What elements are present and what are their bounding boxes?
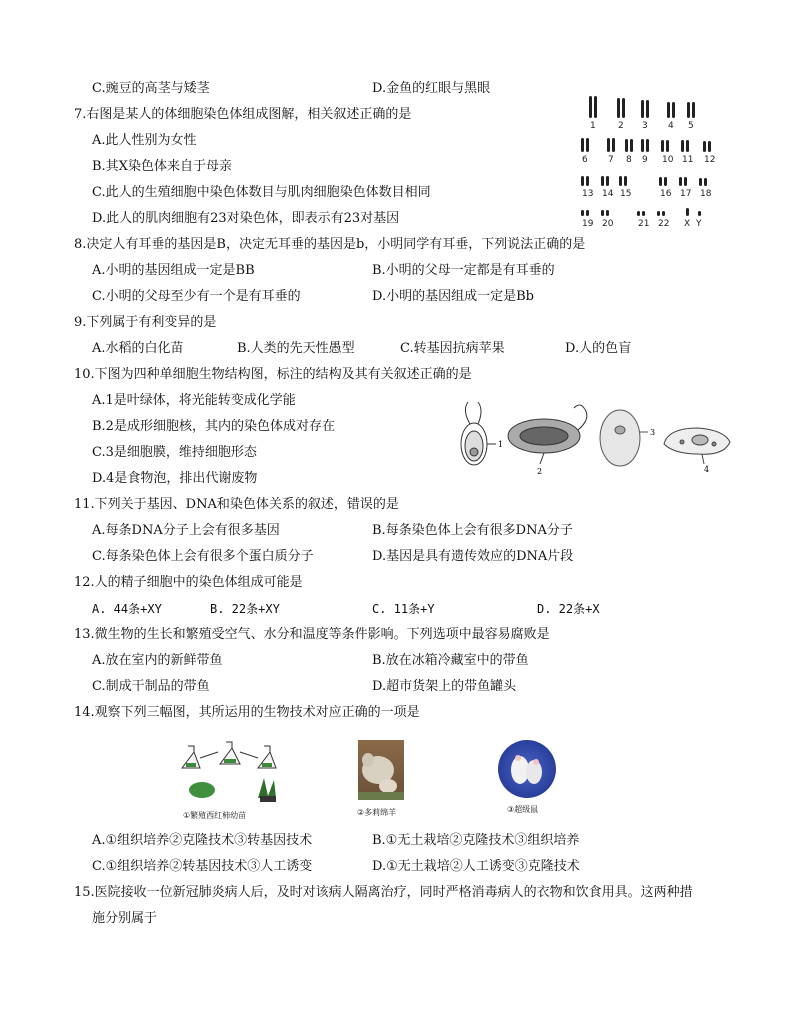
chromosome-label: 20 xyxy=(602,219,614,229)
q11-option-d: D.基因是具有遗传效应的DNA片段 xyxy=(372,549,574,564)
q9-option-a: A.水稻的白化苗 xyxy=(92,341,184,356)
chromosome xyxy=(698,211,701,216)
chromosome-label: 16 xyxy=(660,189,672,199)
chromosome xyxy=(630,139,633,152)
chromosome-label: 18 xyxy=(700,189,712,199)
chromosome xyxy=(612,138,615,152)
q7-option-b: B.其X染色体来自于母亲 xyxy=(92,159,232,174)
chromosome-label: 4 xyxy=(668,121,674,131)
chromosome xyxy=(687,102,690,118)
chromosome xyxy=(624,176,627,186)
chromosome xyxy=(646,100,649,118)
karyotype-figure xyxy=(572,92,722,229)
yeast-drawing xyxy=(600,410,648,466)
q12-option-d: D. 22条+X xyxy=(537,602,600,616)
chromosome-label: X xyxy=(684,219,691,229)
q13-option-d: D.超市货架上的带鱼罐头 xyxy=(372,679,517,694)
chromosome xyxy=(589,96,592,118)
figure-caption-1: ①繁殖西红柿幼苗 xyxy=(183,811,247,820)
q11-option-c: C.每条染色体上会有很多个蛋白质分子 xyxy=(92,549,314,564)
chromosome xyxy=(581,138,584,152)
chromosome xyxy=(681,140,684,152)
chromosome-label: 6 xyxy=(582,155,588,165)
chromosome-label: 14 xyxy=(602,189,614,199)
chromosome-label: 22 xyxy=(658,219,670,229)
super-mouse-photo xyxy=(498,740,556,798)
q8-stem: 8.决定人有耳垂的基因是B，决定无耳垂的基因是b，小明同学有耳垂，下列说法正确的是 xyxy=(74,237,586,252)
q12-option-b: B. 22条+XY xyxy=(210,602,280,616)
chromosome-label: 2 xyxy=(618,121,624,131)
cell-label-2: 2 xyxy=(537,467,543,476)
q9-option-d: D.人的色盲 xyxy=(565,341,632,356)
chromosome xyxy=(637,211,640,216)
chromosome-label: 3 xyxy=(642,121,648,131)
chromosome xyxy=(661,140,664,152)
chromosome xyxy=(601,210,604,216)
single-cell-organisms-figure xyxy=(452,398,742,478)
chromosome xyxy=(679,177,682,186)
q7-option-a: A.此人性别为女性 xyxy=(92,133,197,148)
chromosome xyxy=(607,138,610,152)
chromosome xyxy=(666,140,669,152)
q14-option-d: D.①无土栽培②人工诱变③克隆技术 xyxy=(372,859,580,874)
q15-stem-line1: 15.医院接收一位新冠肺炎病人后，及时对该病人隔离治疗，同时严格消毒病人的衣物和饮食用具。这两种措 xyxy=(74,885,693,900)
q14-option-b: B.①无土栽培②克隆技术③组织培养 xyxy=(372,833,580,848)
chromosome xyxy=(704,178,707,186)
chromosome-label: 9 xyxy=(642,155,648,165)
chromosome xyxy=(686,208,689,216)
chromosome xyxy=(659,177,662,186)
cell-label-4: 4 xyxy=(704,465,710,474)
q11-option-b: B.每条染色体上会有很多DNA分子 xyxy=(372,523,573,538)
chromosome xyxy=(641,100,644,118)
chromosome xyxy=(646,139,649,152)
chromosome-label: 21 xyxy=(638,219,650,229)
figure-caption-3: ③超级鼠 xyxy=(507,805,539,814)
q14-option-a: A.①组织培养②克隆技术③转基因技术 xyxy=(92,833,313,848)
q13-option-a: A.放在室内的新鲜带鱼 xyxy=(92,653,223,668)
chromosome xyxy=(586,176,589,186)
chromosome-label: 5 xyxy=(688,121,694,131)
chromosome-label: 17 xyxy=(680,189,692,199)
chromosome xyxy=(641,139,644,152)
chromosome-label: 10 xyxy=(662,155,674,165)
chromosome xyxy=(601,176,604,186)
q10-option-b: B.2是成形细胞核，其内的染色体成对存在 xyxy=(92,419,335,434)
q8-option-b: B.小明的父母一定都是有耳垂的 xyxy=(372,263,555,278)
chromosome xyxy=(684,177,687,186)
chromosome xyxy=(657,211,660,216)
q13-option-b: B.放在冰箱冷藏室中的带鱼 xyxy=(372,653,529,668)
chromosome xyxy=(692,102,695,118)
chromosome xyxy=(708,141,711,152)
q8-option-c: C.小明的父母至少有一个是有耳垂的 xyxy=(92,289,301,304)
q6-option-c: C.豌豆的高茎与矮茎 xyxy=(92,81,210,96)
chromosome-label: 8 xyxy=(626,155,632,165)
q7-option-c: C.此人的生殖细胞中染色体数目与肌肉细胞染色体数目相同 xyxy=(92,185,431,200)
chromosome xyxy=(664,177,667,186)
q14-stem: 14.观察下列三幅图，其所运用的生物技术对应正确的一项是 xyxy=(74,705,420,720)
chromosome-label: 1 xyxy=(590,121,596,131)
q7-option-d: D.此人的肌肉细胞有23对染色体，即表示有23对基因 xyxy=(92,211,400,226)
chromosome xyxy=(586,138,589,152)
cell-label-1: 1 xyxy=(498,440,504,449)
q9-option-b: B.人类的先天性愚型 xyxy=(237,341,355,356)
paramecium-drawing xyxy=(664,428,730,464)
q12-stem: 12.人的精子细胞中的染色体组成可能是 xyxy=(74,575,303,590)
tomato-seedling-figure xyxy=(178,738,298,802)
chromosome xyxy=(672,102,675,118)
q7-stem: 7.右图是某人的体细胞染色体组成图解，相关叙述正确的是 xyxy=(74,107,412,122)
chromosome xyxy=(619,176,622,186)
chromosome xyxy=(581,176,584,186)
chromosome xyxy=(699,178,702,186)
chromosome-label: 11 xyxy=(682,155,694,165)
q13-stem: 13.微生物的生长和繁殖受空气、水分和温度等条件影响。下列选项中最容易腐败是 xyxy=(74,627,550,642)
q11-option-a: A.每条DNA分子上会有很多基因 xyxy=(92,523,280,538)
q15-stem-line2: 施分别属于 xyxy=(92,911,158,926)
dolly-sheep-photo xyxy=(358,740,404,800)
figure-caption-2: ②多莉绵羊 xyxy=(357,808,397,817)
chromosome xyxy=(625,139,628,152)
q13-option-c: C.制成干制品的带鱼 xyxy=(92,679,210,694)
chromosome-label: 7 xyxy=(608,155,614,165)
chromosome xyxy=(606,210,609,216)
chromosome-label: 12 xyxy=(704,155,716,165)
bacterium-drawing xyxy=(508,405,587,464)
q12-option-a: A. 44条+XY xyxy=(92,602,162,616)
chromosome xyxy=(617,98,620,118)
q12-option-c: C. 11条+Y xyxy=(372,602,435,616)
q10-option-c: C.3是细胞膜，维持细胞形态 xyxy=(92,445,257,460)
chromosome-label: 19 xyxy=(582,219,594,229)
chromosome xyxy=(662,211,665,216)
q10-option-a: A.1是叶绿体，将光能转变成化学能 xyxy=(92,393,296,408)
chromosome-label: Y xyxy=(696,219,702,229)
q10-option-d: D.4是食物泡，排出代谢废物 xyxy=(92,471,258,486)
cell-label-3: 3 xyxy=(650,428,656,437)
chlamydomonas-drawing xyxy=(461,402,496,465)
chromosome xyxy=(594,96,597,118)
q6-option-d: D.金鱼的红眼与黑眼 xyxy=(372,81,491,96)
chromosome xyxy=(586,210,589,216)
q11-stem: 11.下列关于基因、DNA和染色体关系的叙述，错误的是 xyxy=(74,497,399,512)
q9-stem: 9.下列属于有利变异的是 xyxy=(74,315,217,330)
chromosome xyxy=(667,102,670,118)
chromosome xyxy=(686,140,689,152)
chromosome xyxy=(581,210,584,216)
q9-option-c: C.转基因抗病苹果 xyxy=(400,341,505,356)
chromosome-label: 13 xyxy=(582,189,594,199)
chromosome xyxy=(606,176,609,186)
chromosome xyxy=(703,141,706,152)
chromosome xyxy=(642,211,645,216)
q10-stem: 10.下图为四种单细胞生物结构图，标注的结构及其有关叙述正确的是 xyxy=(74,367,472,382)
chromosome xyxy=(622,98,625,118)
chromosome-label: 15 xyxy=(620,189,632,199)
q8-option-d: D.小明的基因组成一定是Bb xyxy=(372,289,534,304)
q14-option-c: C.①组织培养②转基因技术③人工诱变 xyxy=(92,859,313,874)
q8-option-a: A.小明的基因组成一定是BB xyxy=(92,263,255,278)
